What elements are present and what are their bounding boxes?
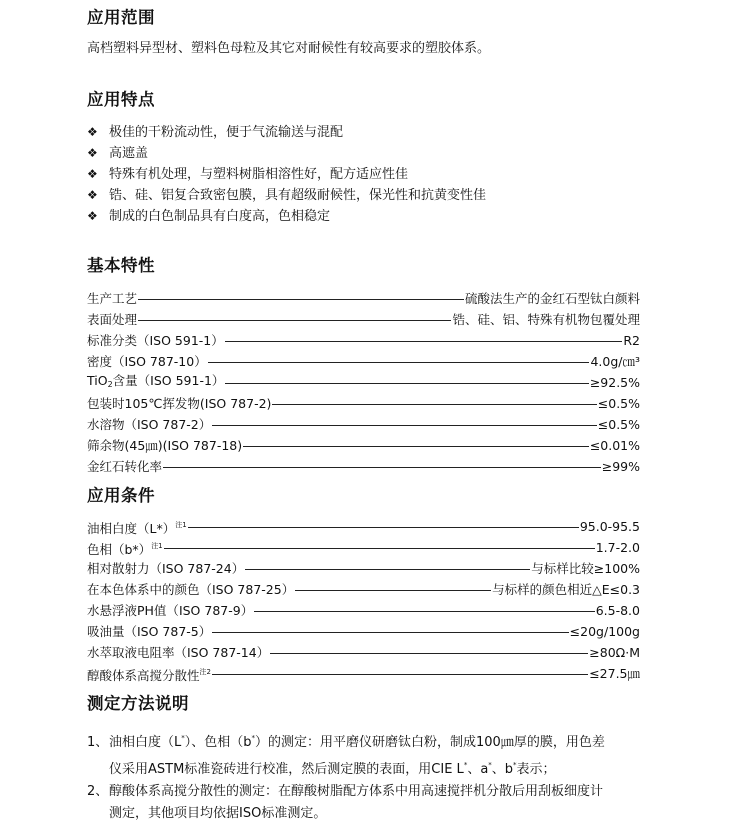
leader-line — [212, 425, 597, 426]
leader-line — [243, 446, 589, 447]
list-item: ❖ 锆、硅、铝复合致密包膜，具有超级耐候性，保光性和抗黄变性佳 — [87, 188, 487, 203]
leader-line — [225, 341, 623, 342]
property-row: 表面处理 锆、硅、铝、特殊有机物包覆处理 — [87, 311, 640, 327]
leader-line — [164, 548, 595, 549]
list-item: ❖ 制成的白色制品具有白度高，色相稳定 — [87, 209, 331, 224]
scope-text: 高档塑料异型材、塑料色母粒及其它对耐候性有较高要求的塑胶体系。 — [87, 41, 491, 56]
diamond-bullet-icon: ❖ — [87, 146, 98, 160]
diamond-bullet-icon: ❖ — [87, 209, 98, 223]
leader-line — [208, 362, 590, 363]
property-row: 水萃取液电阻率（ISO 787-14） ≥80Ω·M — [87, 644, 640, 660]
leader-line — [225, 383, 588, 384]
property-row: 吸油量（ISO 787-5） ≤20g/100g — [87, 623, 640, 639]
leader-line — [188, 527, 579, 528]
diamond-bullet-icon: ❖ — [87, 188, 98, 202]
list-item: ❖ 特殊有机处理，与塑料树脂相溶性好，配方适应性佳 — [87, 167, 409, 182]
section-heading-conditions: 应用条件 — [87, 486, 155, 505]
leader-line — [212, 674, 588, 675]
leader-line — [272, 404, 596, 405]
section-heading-scope: 应用范围 — [87, 8, 155, 27]
list-item: 1、油相白度（L*）、色相（b*）的测定：用平磨仪研磨钛白粉，制成100㎛厚的膜，用色差 仪采用ASTM标准瓷砖进行校准，然后测定膜的表面，用CIE L*、a*、b*表示； — [87, 734, 605, 777]
conditions-table — [87, 516, 640, 684]
section-heading-basic: 基本特性 — [87, 256, 155, 275]
leader-line — [295, 590, 491, 591]
property-row: 生产工艺 硫酸法生产的金红石型钛白颜料 — [87, 290, 640, 306]
leader-line — [163, 467, 601, 468]
property-row: TiO$_2$含量（ISO 591-1） ≥92.5% — [87, 372, 640, 390]
diamond-bullet-icon: ❖ — [87, 125, 98, 139]
leader-line — [138, 320, 451, 321]
leader-line — [138, 299, 464, 300]
property-row: 在本色体系中的颜色（ISO 787-25） 与标样的颜色相近△E≤0.3 — [87, 581, 640, 597]
footnote-mark: 注1 — [175, 520, 187, 529]
property-row: 相对散射力（ISO 787-24） 与标样比较≥100% — [87, 560, 640, 576]
leader-line — [270, 653, 588, 654]
section-heading-methods: 测定方法说明 — [87, 694, 189, 713]
basic-properties-table — [87, 288, 640, 477]
footnote-mark: 注2 — [199, 667, 211, 676]
footnote-mark: 注1 — [151, 541, 163, 550]
property-row: 密度（ISO 787-10） 4.0g/㎝³ — [87, 353, 640, 369]
feature-list — [87, 123, 486, 228]
section-heading-features: 应用特点 — [87, 90, 155, 109]
diamond-bullet-icon: ❖ — [87, 167, 98, 181]
property-row: 醇酸体系高搅分散性$^{注2}$ ≤27.5㎛ — [87, 665, 640, 683]
property-row: 油相白度$(L*)^{注1}$ 95.0-95.5 — [87, 518, 640, 536]
list-item: ❖ 高遮盖 — [87, 146, 149, 161]
leader-line — [254, 611, 595, 612]
property-row: 色相$(b*)^{注1}$ 1.7-2.0 — [87, 539, 640, 557]
property-row: 水悬浮液PH值（ISO 787-9） 6.5-8.0 — [87, 602, 640, 618]
property-row: 水溶物（ISO 787-2） ≤0.5% — [87, 416, 640, 432]
method-notes — [87, 727, 605, 825]
leader-line — [212, 632, 568, 633]
list-item: 2、醇酸体系高搅分散性的测定：在醇酸树脂配方体系中用高速搅拌机分散后用刮板细度计 测定，其他项目均依据ISO标准测定。 — [87, 784, 604, 821]
list-item: ❖ 极佳的干粉流动性，便于气流输送与混配 — [87, 125, 344, 140]
leader-line — [245, 569, 530, 570]
property-row: 标准分类（ISO 591-1） R2 — [87, 332, 640, 348]
property-row: 包装时105℃挥发物(ISO 787-2) ≤0.5% — [87, 395, 640, 411]
property-row: 金红石转化率 ≥99% — [87, 458, 640, 474]
property-row: 筛余物(45㎛)(ISO 787-18) ≤0.01% — [87, 437, 640, 453]
